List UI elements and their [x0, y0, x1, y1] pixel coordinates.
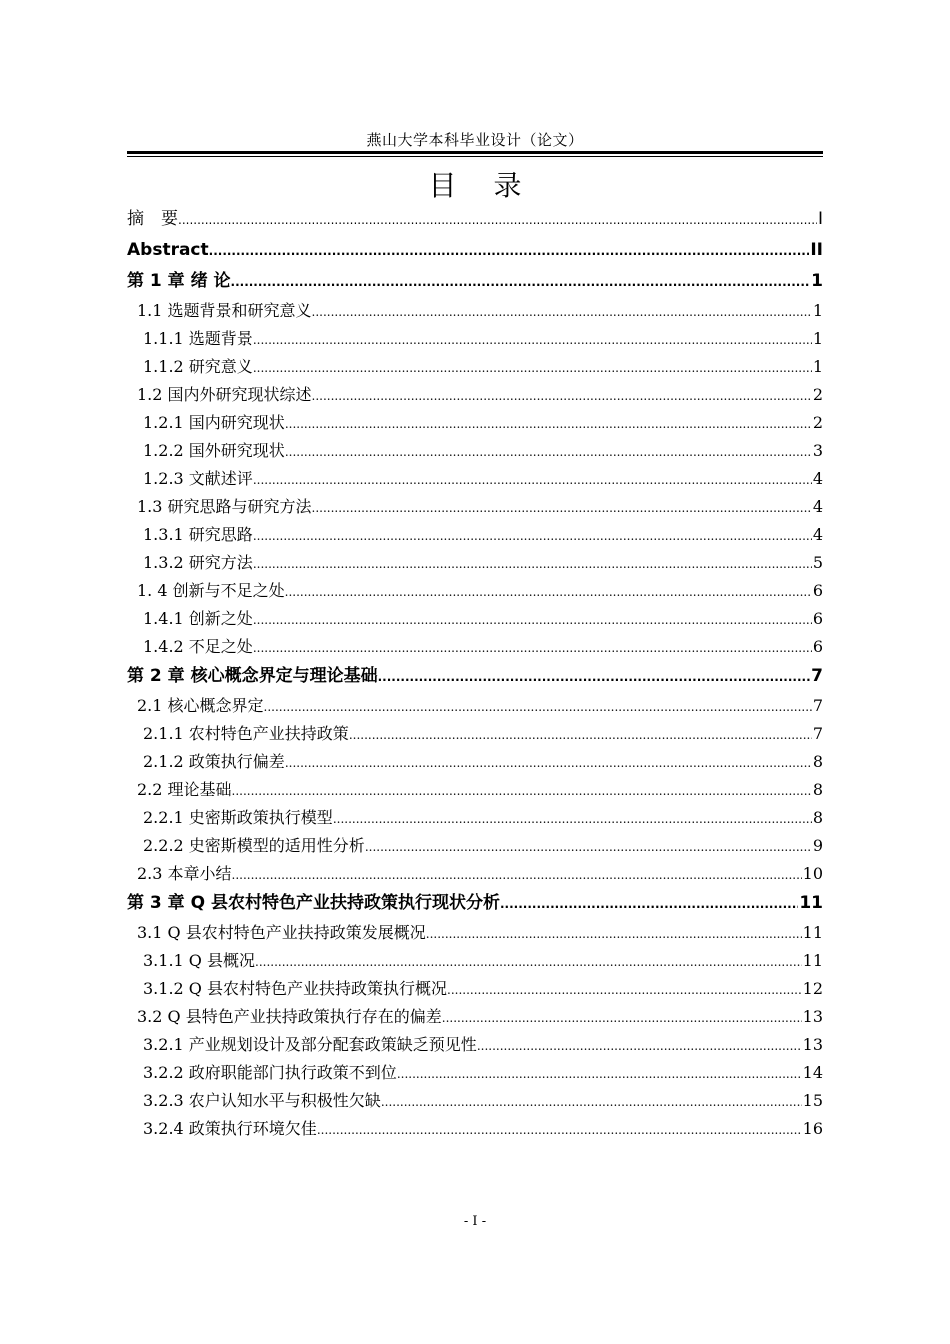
toc-entry[interactable]: [127, 493, 823, 521]
toc-dot-leader: [349, 721, 812, 749]
toc-dot-leader: [285, 749, 812, 777]
toc-entry[interactable]: [127, 409, 823, 437]
toc-dot-leader: [285, 578, 812, 606]
toc-entry[interactable]: [127, 437, 823, 465]
toc-entry-page: 8: [812, 752, 823, 771]
toc-entry-page: 8: [812, 808, 823, 827]
toc-entry-label: 3.2.2 政府职能部门执行政策不到位: [143, 1063, 397, 1082]
toc-entry-label: 1.3.2 研究方法: [143, 553, 253, 572]
toc-entry-page: 12: [802, 979, 823, 998]
toc-entry-label: 摘 要: [127, 209, 178, 229]
toc-dot-leader: [312, 382, 812, 410]
toc-entry-label: 1.4.2 不足之处: [143, 637, 253, 656]
toc-entry-page: 2: [812, 385, 823, 404]
toc-dot-leader: [253, 634, 812, 662]
toc-entry[interactable]: [127, 1059, 823, 1087]
toc-dot-leader: [442, 1004, 802, 1032]
toc-dot-leader: [253, 354, 812, 382]
toc-entry-page: 7: [812, 696, 823, 715]
toc-entry-page: 5: [812, 553, 823, 572]
toc-dot-leader: [317, 1116, 802, 1144]
toc-entry-label: 2.3 本章小结: [137, 864, 232, 883]
toc-entry[interactable]: [127, 353, 823, 381]
toc-entry[interactable]: [127, 633, 823, 661]
toc-dot-leader: [312, 298, 812, 326]
toc-dot-leader: [333, 805, 812, 833]
toc-entry[interactable]: [127, 266, 823, 297]
toc-entry-page: 6: [812, 581, 823, 600]
toc-entry-label: 3.1.2 Q 县农村特色产业扶持政策执行概况: [143, 979, 448, 998]
toc-entry-label: 1.1.1 选题背景: [143, 329, 253, 348]
toc-entry-label: 3.2 Q 县特色产业扶持政策执行存在的偏差: [137, 1007, 442, 1026]
toc-entry-label: 2.1 核心概念界定: [137, 696, 264, 715]
toc-entry-label: 2.2.1 史密斯政策执行模型: [143, 808, 333, 827]
toc-entry-page: 1: [812, 357, 823, 376]
toc-entry[interactable]: [127, 549, 823, 577]
toc-dot-leader: [231, 267, 811, 298]
toc-dot-leader: [253, 550, 812, 578]
toc-entry[interactable]: [127, 381, 823, 409]
toc-dot-leader: [477, 1032, 802, 1060]
toc-entry-page: 3: [812, 441, 823, 460]
toc-entry-label: 1.2.1 国内研究现状: [143, 413, 285, 432]
toc-entry-page: 6: [812, 609, 823, 628]
toc-entry-page: 13: [802, 1007, 823, 1026]
toc-entry-page: 9: [812, 836, 823, 855]
toc-entry-page: 4: [812, 525, 823, 544]
toc-dot-leader: [253, 606, 812, 634]
toc-entry-page: 11: [802, 923, 823, 942]
toc-entry-page: 8: [812, 780, 823, 799]
toc-entry[interactable]: [127, 776, 823, 804]
toc-dot-leader: [253, 466, 812, 494]
toc-dot-leader: [253, 522, 812, 550]
toc-entry[interactable]: [127, 325, 823, 353]
toc-entry[interactable]: [127, 661, 823, 692]
running-header: 燕山大学本科毕业设计（论文）: [366, 131, 584, 149]
toc-dot-leader: [365, 833, 812, 861]
toc-entry-label: 3.2.4 政策执行环境欠佳: [143, 1119, 317, 1138]
toc-dot-leader: [264, 693, 812, 721]
toc-entry[interactable]: [127, 748, 823, 776]
toc-entry[interactable]: [127, 605, 823, 633]
toc-entry-label: 3.2.3 农户认知水平与积极性欠缺: [143, 1091, 381, 1110]
toc-entry[interactable]: [127, 204, 823, 235]
toc-entry[interactable]: [127, 521, 823, 549]
toc-dot-leader: [312, 494, 812, 522]
toc-entry-label: 1.4.1 创新之处: [143, 609, 253, 628]
toc-entry-page: 1: [811, 271, 823, 291]
toc-dot-leader: [285, 438, 812, 466]
toc-dot-leader: [232, 777, 812, 805]
page-number: - I -: [463, 1214, 487, 1229]
header-rule-thick: [127, 151, 823, 154]
toc-entry-label: 第 3 章 Q 县农村特色产业扶持政策执行现状分析: [127, 893, 500, 913]
toc-entry[interactable]: [127, 975, 823, 1003]
toc-dot-leader: [381, 1088, 802, 1116]
toc-entry-label: 1.1.2 研究意义: [143, 357, 253, 376]
table-of-contents: [127, 204, 823, 1143]
toc-entry-label: 2.1.2 政策执行偏差: [143, 752, 285, 771]
toc-entry[interactable]: [127, 465, 823, 493]
toc-entry-page: 4: [812, 469, 823, 488]
toc-dot-leader: [232, 861, 802, 889]
toc-entry-page: I: [817, 209, 823, 229]
toc-title: 目 录: [428, 169, 536, 202]
toc-dot-leader: [397, 1060, 802, 1088]
toc-entry-label: 1.1 选题背景和研究意义: [137, 301, 312, 320]
toc-dot-leader: [178, 205, 817, 236]
toc-entry-page: 11: [799, 893, 823, 913]
toc-entry-page: II: [810, 240, 823, 260]
toc-entry-page: 2: [812, 413, 823, 432]
toc-entry-label: 3.2.1 产业规划设计及部分配套政策缺乏预见性: [143, 1035, 477, 1054]
toc-entry-label: 3.1 Q 县农村特色产业扶持政策发展概况: [137, 923, 426, 942]
toc-entry[interactable]: [127, 577, 823, 605]
toc-entry[interactable]: [127, 297, 823, 325]
toc-entry[interactable]: [127, 832, 823, 860]
toc-entry-label: 第 1 章 绪 论: [127, 271, 231, 291]
toc-entry-label: 1.2.3 文献述评: [143, 469, 253, 488]
toc-entry-label: 2.1.1 农村特色产业扶持政策: [143, 724, 349, 743]
toc-entry[interactable]: [127, 919, 823, 947]
toc-entry[interactable]: [127, 692, 823, 720]
toc-entry-page: 11: [802, 951, 823, 970]
toc-entry-label: 1.3.1 研究思路: [143, 525, 253, 544]
toc-dot-leader: [285, 410, 812, 438]
toc-dot-leader: [378, 662, 811, 693]
toc-entry[interactable]: [127, 860, 823, 888]
toc-entry[interactable]: [127, 888, 823, 919]
toc-entry-label: 2.2 理论基础: [137, 780, 232, 799]
toc-entry-page: 6: [812, 637, 823, 656]
toc-entry-label: 3.1.1 Q 县概况: [143, 951, 256, 970]
toc-entry-label: 第 2 章 核心概念界定与理论基础: [127, 666, 378, 686]
toc-entry-page: 16: [802, 1119, 823, 1138]
toc-dot-leader: [426, 920, 802, 948]
toc-dot-leader: [253, 326, 812, 354]
toc-entry-label: 1.3 研究思路与研究方法: [137, 497, 312, 516]
toc-entry-page: 1: [812, 301, 823, 320]
toc-entry[interactable]: [127, 1115, 823, 1143]
toc-entry-page: 1: [812, 329, 823, 348]
toc-entry[interactable]: [127, 947, 823, 975]
toc-dot-leader: [209, 236, 810, 267]
toc-dot-leader: [447, 976, 802, 1004]
toc-entry-label: 1.2 国内外研究现状综述: [137, 385, 312, 404]
toc-entry-label: 1.2.2 国外研究现状: [143, 441, 285, 460]
toc-dot-leader: [255, 948, 802, 976]
toc-entry[interactable]: [127, 235, 823, 266]
toc-entry-label: 2.2.2 史密斯模型的适用性分析: [143, 836, 365, 855]
toc-entry[interactable]: [127, 720, 823, 748]
toc-entry[interactable]: [127, 1003, 823, 1031]
toc-entry-page: 7: [811, 666, 823, 686]
toc-entry[interactable]: [127, 804, 823, 832]
toc-entry-page: 10: [802, 864, 823, 883]
toc-entry-page: 13: [802, 1035, 823, 1054]
toc-dot-leader: [500, 889, 798, 920]
header-rule-thin: [127, 156, 823, 157]
toc-entry-label: 1. 4 创新与不足之处: [137, 581, 285, 600]
toc-entry-label: Abstract: [127, 240, 209, 260]
toc-entry[interactable]: [127, 1087, 823, 1115]
toc-entry[interactable]: [127, 1031, 823, 1059]
toc-entry-page: 14: [802, 1063, 823, 1082]
toc-entry-page: 4: [812, 497, 823, 516]
toc-entry-page: 7: [812, 724, 823, 743]
toc-entry-page: 15: [802, 1091, 823, 1110]
